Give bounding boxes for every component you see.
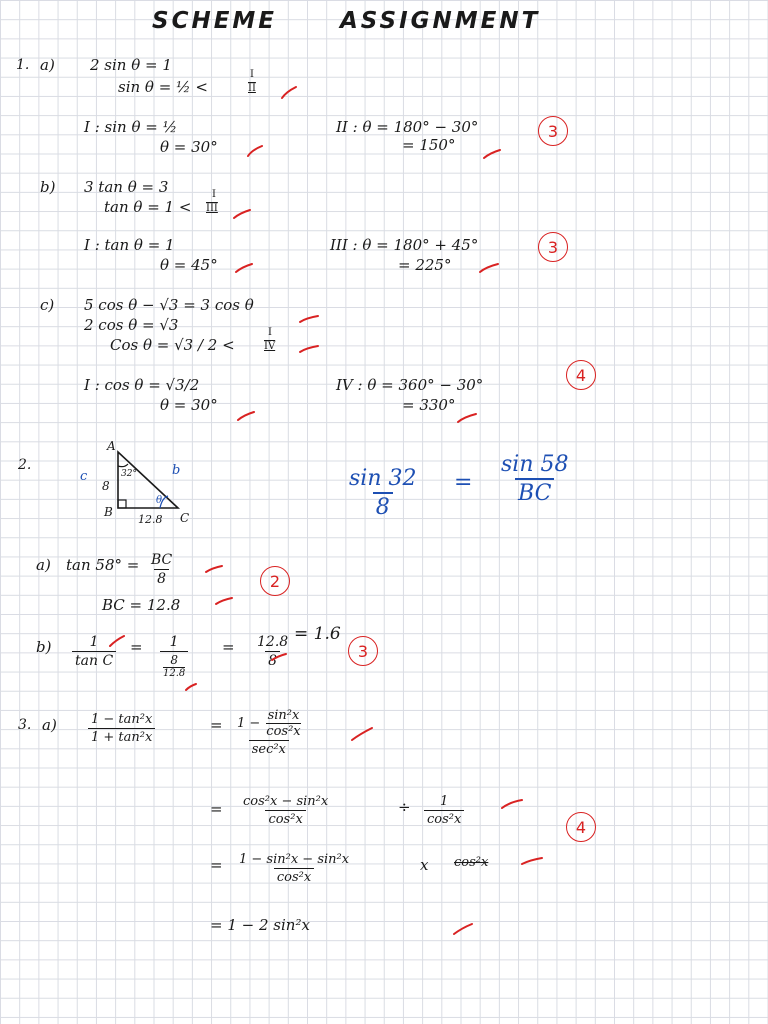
q1c-line3: Cos θ = √3 / 2 < — [110, 336, 235, 354]
q1a-quadrant-bottom: II — [248, 83, 256, 94]
q3a-step1-num-a: 1 − — [237, 716, 261, 731]
tick-mark — [502, 800, 522, 808]
q1a-quadrant1-line2: θ = 30° — [160, 138, 218, 156]
q2b-label: b) — [36, 638, 52, 656]
q3a-step1-inner-num: sin²x — [267, 708, 300, 723]
q3a-step1-inner-den: cos²x — [266, 724, 301, 739]
q2b-fraction2-num: 1 — [169, 634, 179, 650]
q2b-equals1: = — [130, 638, 143, 656]
q1c-quadrant-top: I — [268, 327, 272, 338]
tick-mark — [216, 598, 232, 604]
tick-mark — [458, 414, 476, 422]
q3a-step1-equals: = — [210, 716, 223, 734]
q2-side-bc-value: 12.8 — [138, 513, 163, 526]
q2a-score-circle: 2 — [260, 566, 290, 596]
q2a-line2: BC = 12.8 — [102, 596, 181, 614]
q1c-score-circle: 4 — [566, 360, 596, 390]
q1c-quadrant4-line2: = 330° — [402, 396, 456, 414]
q1c-quadrant1-line2: θ = 30° — [160, 396, 218, 414]
q2b-fraction2-den-top: 8 — [170, 653, 178, 667]
q1a-score-circle: 3 — [538, 116, 568, 146]
q2-vertex-b: B — [104, 505, 113, 519]
q1b-quadrant-top: I — [212, 189, 216, 200]
q2-sine-rule-left-num: sin 32 — [349, 466, 417, 491]
tick-mark — [110, 636, 124, 646]
tick-mark — [352, 728, 372, 740]
q1c-quadrant1-line1: I : cos θ = √3/2 — [84, 376, 200, 394]
q1c-quadrant-bottom: IV — [264, 341, 276, 352]
q1-number: 1. — [16, 57, 30, 73]
q1c-line1: 5 cos θ − √3 = 3 cos θ — [84, 296, 254, 314]
tick-mark — [454, 924, 472, 934]
q2-vertex-a: A — [107, 439, 116, 453]
q2b-result: = 1.6 — [294, 624, 341, 644]
q2-sine-rule-right-num: sin 58 — [501, 452, 569, 477]
q1a-quadrant2-line1: II : θ = 180° − 30° — [336, 118, 479, 136]
q1a-quadrant1-line1: I : sin θ = ½ — [84, 118, 178, 136]
q1a-quadrant-top: I — [250, 69, 254, 80]
q3a-step2-recip-den: cos²x — [424, 810, 464, 827]
q3a-lhs-den: 1 + tan²x — [88, 728, 155, 745]
q2b-equals2: = — [222, 638, 235, 656]
q1b-line2: tan θ = 1 < — [104, 198, 192, 216]
q2b-fraction1-num: 1 — [89, 634, 99, 650]
q2a-fraction-den: 8 — [154, 569, 169, 587]
q2-number: 2. — [18, 457, 32, 473]
q1c-label: c) — [40, 296, 55, 314]
q1b-quadrant1-line2: θ = 45° — [160, 256, 218, 274]
q3-number: 3. — [18, 717, 32, 733]
q2b-score-circle: 3 — [348, 636, 378, 666]
tick-mark — [282, 87, 296, 98]
q3a-step2-num: cos²x − sin²x — [243, 794, 329, 809]
q1a-line2: sin θ = ½ < — [118, 78, 208, 96]
q1b-score-circle: 3 — [538, 232, 568, 262]
q3a-step3-den: cos²x — [274, 868, 314, 885]
tick-mark — [484, 150, 500, 158]
q1b-line1: 3 tan θ = 3 — [84, 178, 169, 196]
q2-side-c-label: c — [80, 469, 88, 484]
tick-mark — [186, 684, 196, 690]
q1b-quadrant3-line1: III : θ = 180° + 45° — [330, 236, 479, 254]
q3a-lhs-num: 1 − tan²x — [91, 712, 153, 727]
q3a-step2-equals: = — [210, 800, 223, 818]
tick-mark — [238, 412, 254, 420]
q3a-step3-num: 1 − sin²x − sin²x — [239, 852, 350, 867]
q2-angle-c: θ — [156, 495, 163, 506]
q3a-step3-times: x — [420, 856, 429, 874]
q2a-lhs: tan 58° = — [66, 556, 140, 574]
q2-angle-a: 32° — [121, 469, 137, 479]
q3a-step3-cancelled: cos²x — [454, 855, 489, 870]
q3a-step4: = 1 − 2 sin²x — [210, 916, 310, 934]
tick-mark — [234, 210, 250, 218]
tick-mark — [236, 264, 252, 272]
q3a-step2-den: cos²x — [265, 810, 305, 827]
q2b-fraction3-num: 12.8 — [257, 634, 289, 650]
q3a-step2-recip-num: 1 — [440, 794, 449, 809]
q2a-label: a) — [36, 556, 51, 574]
q1c-line2: 2 cos θ = √3 — [84, 316, 179, 334]
q2b-fraction2-den-bottom: 12.8 — [163, 668, 186, 679]
tick-mark — [206, 566, 222, 572]
title-assignment: ASSIGNMENT — [340, 8, 541, 34]
q2-side-b-label: b — [172, 463, 181, 478]
title-scheme: SCHEME — [152, 8, 278, 34]
q3a-step2-divide: ÷ — [398, 798, 411, 816]
q2a-fraction-num: BC — [151, 552, 173, 568]
q2-sine-rule-equals: = — [454, 470, 473, 495]
q2-side-ab-value: 8 — [102, 479, 110, 493]
q1c-quadrant4-line1: IV : θ = 360° − 30° — [336, 376, 484, 394]
q3a-label: a) — [42, 716, 57, 734]
q1a-quadrant2-line2: = 150° — [402, 136, 456, 154]
tick-mark — [248, 146, 262, 156]
q1b-quadrant1-line1: I : tan θ = 1 — [84, 236, 175, 254]
q1b-quadrant3-line2: = 225° — [398, 256, 452, 274]
q2-vertex-c: C — [180, 511, 190, 525]
tick-mark — [480, 264, 498, 272]
tick-mark — [300, 346, 318, 352]
q2-sine-rule-left-den: 8 — [373, 492, 393, 520]
q1a-line1: 2 sin θ = 1 — [90, 56, 172, 74]
q3a-score-circle: 4 — [566, 812, 596, 842]
tick-mark — [522, 858, 542, 864]
q1b-quadrant-bottom: III — [206, 203, 218, 214]
tick-mark — [300, 316, 318, 322]
q2b-fraction1-den: tan C — [72, 651, 116, 669]
q3a-step1-den: sec²x — [249, 740, 289, 757]
q3a-step3-equals: = — [210, 856, 223, 874]
q2-sine-rule-right-den: BC — [515, 478, 554, 506]
q1a-label: a) — [40, 56, 55, 74]
tick-mark — [272, 654, 286, 660]
q2b-fraction3-den: 8 — [265, 651, 280, 669]
q1b-label: b) — [40, 178, 56, 196]
